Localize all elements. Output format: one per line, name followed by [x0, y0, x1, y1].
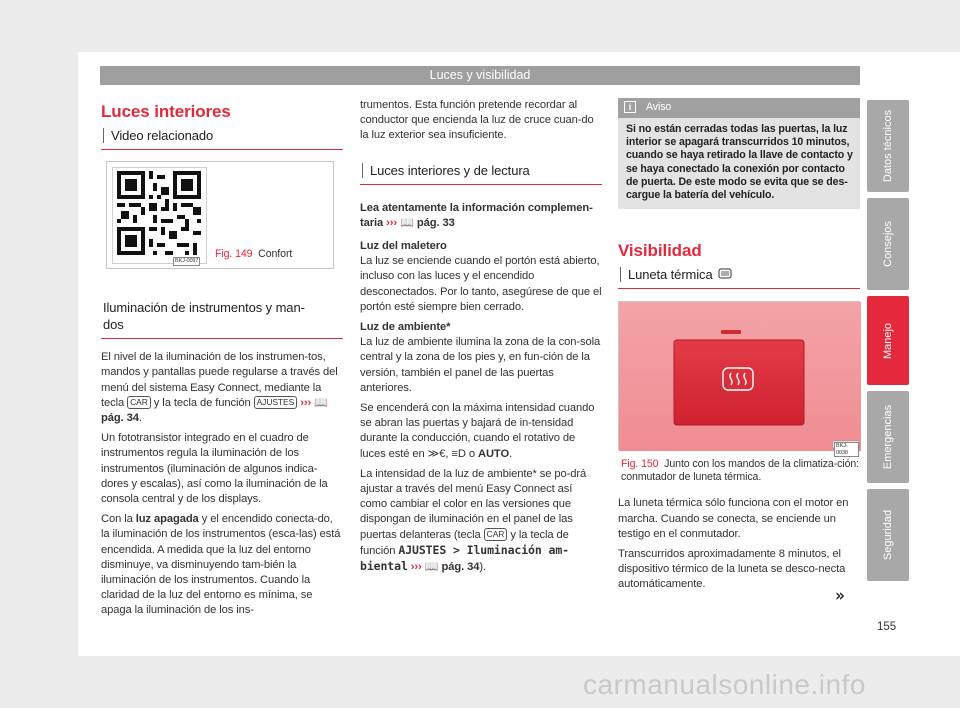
page-ref-link[interactable]: pág. 33 [416, 216, 455, 229]
page-header: Luces y visibilidad [100, 66, 860, 85]
figure-150 [618, 301, 860, 456]
paragraph-iluminacion: El nivel de la iluminación de los instrumen-tos, mandos y pantallas puede regularse a través del menú del sistema Easy Connect, mediante la tecla CAR y la tecla de función AJUSTES ››› 📖 pág. 34. [101, 351, 338, 425]
paragraph-continuation: trumentos. Esta función pretende recordar al conductor que encienda la luz de cruce cuan-do la luz exterior sea insuficiente. [360, 99, 594, 142]
tab-consejos[interactable]: Consejos [867, 198, 909, 290]
aviso-header: i Aviso [618, 98, 860, 118]
page-number: 155 [877, 621, 897, 633]
figure-code-label: BKJ-0038 [834, 442, 859, 457]
ajustes-key-icon: AJUSTES [254, 396, 298, 409]
page-ref-link[interactable]: pág. 34 [101, 412, 139, 425]
tab-manejo[interactable]: Manejo [867, 296, 909, 385]
book-icon: 📖 [424, 561, 439, 574]
section-title-visibilidad: Visibilidad [618, 241, 702, 261]
info-icon: i [624, 101, 636, 113]
figure-code-label: BKJ-0097 [175, 258, 199, 265]
paragraph-fototransistor: Un fototransistor integrado en el cuadro de instrumentos regula la iluminación de los instrumentos (iluminación de algunos indica-dores y escalas), así como la iluminación de la consola central y de los displays. [101, 432, 328, 506]
aviso-text: Si no están cerradas todas las puertas, la luz interior se apagará transcurridos 10 minutos, cuando se haya retirado la llave de contacto y se haya conectado la conexión por contacto de puerta. De este modo se evita que se des-cargue la batería del vehículo. [626, 123, 853, 202]
column-1 [101, 98, 343, 624]
paragraph-ambiente-3: La intensidad de la luz de ambiente* se po-drá ajustar a través del menú Easy Connect así como cambiar el color en las versiones que dispongan de iluminación en el panel de las puertas delanteras (tecla CAR y la tecla de función AJUSTES > Iluminación am-biental ››› 📖 pág. 34). [360, 467, 587, 574]
figure-149 [106, 161, 334, 269]
subsection-luneta: Luneta térmica [618, 266, 860, 289]
aviso-box [618, 98, 860, 209]
figure-150-caption: Fig. 150 Junto con los mandos de la climatiza-ción: conmutador de luneta térmica. [621, 458, 859, 484]
column-2 [360, 98, 602, 580]
continue-arrow-icon: » [835, 586, 845, 606]
auto-light-icon: AUTO [477, 447, 510, 460]
heading-maletero: Luz del maletero [360, 240, 447, 253]
tab-seguridad[interactable]: Seguridad [867, 489, 909, 581]
parking-light-icon: ≡D [451, 447, 466, 460]
paragraph-ambiente-1: La luz de ambiente ilumina la zona de la con-sola central y la zona de los pies y, en fun-ción de la versión, también el panel de las puertas anteriores. [360, 336, 601, 394]
paragraph-maletero: La luz se enciende cuando el portón está abierto, incluso con las luces y el encendido desconectados. Por lo tanto, asegúrese de que el portón esté siempre bien cerrado. [360, 255, 602, 313]
subsection-luces-lectura: Luces interiores y de lectura [360, 162, 602, 185]
subsection-iluminacion: Iluminación de instrumentos y man- dos [101, 299, 343, 339]
lea-note: Lea atentamente la información complemen-taria ››› 📖 pág. 33 [360, 201, 593, 229]
book-icon: 📖 [314, 396, 328, 409]
rear-defrost-icon [718, 268, 732, 280]
video-subtitle: Video relacionado [101, 127, 343, 150]
car-key-icon: CAR [484, 528, 508, 541]
page-ref-link[interactable]: pág. 34 [441, 561, 480, 574]
tab-emergencias[interactable]: Emergencias [867, 391, 909, 483]
paragraph-luz-apagada: Con la luz apagada y el encendido conecta-do, la iluminación de los instrumentos (esca-las) está encendida. A medida que la luz del entorno disminuye, va disminuyendo tam-bién la iluminación de los instrumentos. Cuando la claridad de la luz del entorno es mínima, se apaga la iluminación de los ins- [101, 513, 341, 617]
qr-code-icon [117, 171, 201, 255]
column-3 [618, 98, 860, 598]
book-icon: 📖 [400, 216, 414, 229]
figure-149-caption: Fig. 149 Confort [215, 248, 293, 261]
paragraph-luneta-1: La luneta térmica sólo funciona con el motor en marcha. Cuando se conecta, se enciende un testigo en el conmutador. [618, 497, 849, 540]
watermark: carmanualsonline.info [583, 669, 866, 700]
heading-ambiente: Luz de ambiente* [360, 321, 451, 334]
tab-datos-tecnicos[interactable]: Datos técnicos [867, 100, 909, 192]
low-beam-icon: ≫€ [427, 447, 446, 460]
paragraph-ambiente-2: Se encenderá con la máxima intensidad cuando se abran las puertas y bajará de in-tensidad durante la conducción, cuando el rotativo de luces esté en ≫€, ≡D o AUTO. [360, 402, 595, 460]
defrost-switch-illustration [619, 302, 861, 451]
section-title-luces-interiores: Luces interiores [101, 102, 231, 121]
paragraph-luneta-2: Transcurridos aproximadamente 8 minutos, el dispositivo térmico de la luneta se desco-necta automáticamente. [618, 548, 846, 591]
car-key-icon: CAR [127, 396, 151, 409]
qr-code[interactable] [112, 167, 207, 264]
